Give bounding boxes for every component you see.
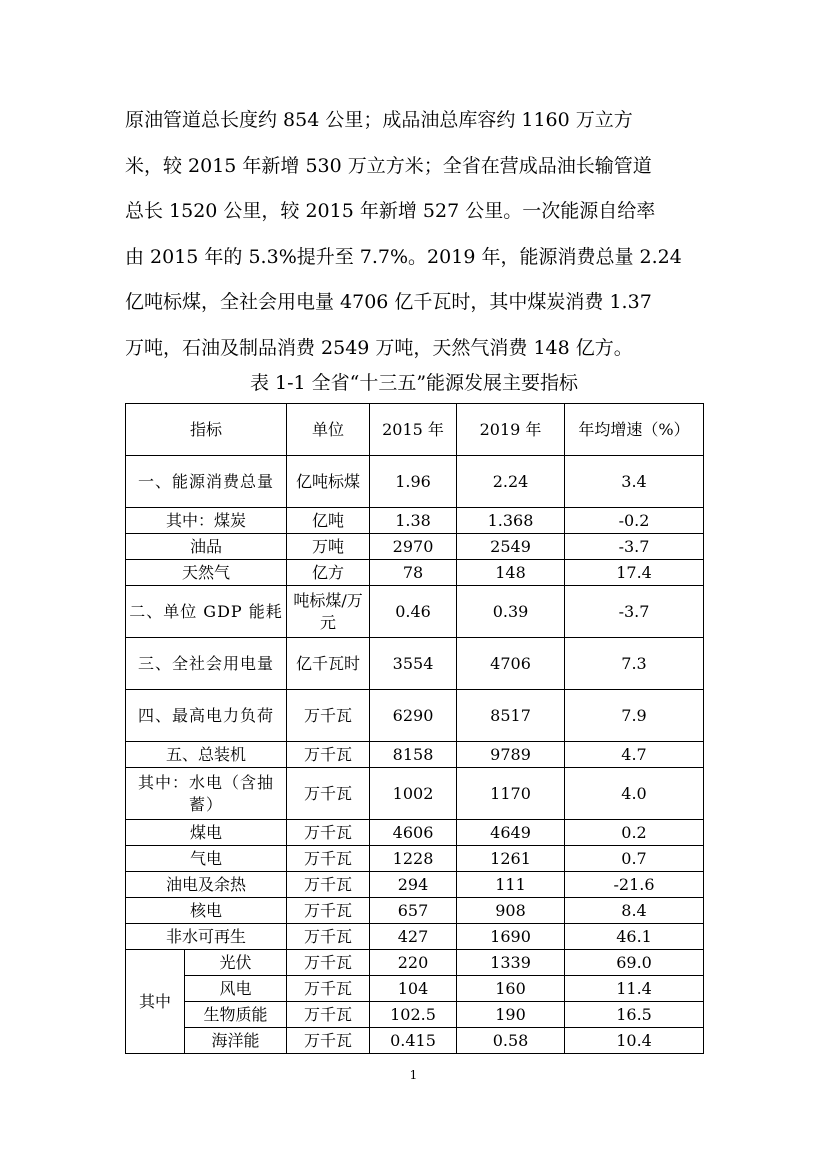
table-row bbox=[126, 560, 704, 586]
table-row bbox=[126, 508, 704, 534]
header-2015: 2015 年 bbox=[370, 404, 457, 456]
row-unit: 万千瓦 bbox=[287, 924, 370, 950]
row-value-2019: 908 bbox=[457, 898, 565, 924]
table-row bbox=[126, 846, 704, 872]
row-growth: 3.4 bbox=[565, 456, 704, 508]
row-unit: 万千瓦 bbox=[287, 820, 370, 846]
paragraph-line: 由 2015 年的 5.3%提升至 7.7%。2019 年，能源消费总量 2.24 bbox=[125, 245, 682, 268]
row-value-2019: 1.368 bbox=[457, 508, 565, 534]
row-value-2019: 8517 bbox=[457, 690, 565, 742]
table-row bbox=[126, 872, 704, 898]
row-unit: 万千瓦 bbox=[287, 898, 370, 924]
group-label-qizhong: 其中 bbox=[126, 950, 185, 1054]
table-row bbox=[126, 690, 704, 742]
row-value-2015: 3554 bbox=[370, 638, 457, 690]
row-growth: 16.5 bbox=[565, 1002, 704, 1028]
row-growth: 11.4 bbox=[565, 976, 704, 1002]
row-value-2019: 190 bbox=[457, 1002, 565, 1028]
row-value-2015: 0.46 bbox=[370, 586, 457, 638]
energy-indicator-table bbox=[125, 403, 704, 1054]
row-indicator: 风电 bbox=[185, 976, 287, 1002]
row-value-2015: 2970 bbox=[370, 534, 457, 560]
row-value-2015: 4606 bbox=[370, 820, 457, 846]
row-unit: 万千瓦 bbox=[287, 1028, 370, 1054]
row-growth: 17.4 bbox=[565, 560, 704, 586]
header-growth: 年均增速（%） bbox=[565, 404, 704, 456]
row-growth: 0.2 bbox=[565, 820, 704, 846]
row-value-2015: 427 bbox=[370, 924, 457, 950]
paragraph-line: 米，较 2015 年新增 530 万立方米；全省在营成品油长输管道 bbox=[125, 154, 652, 177]
row-growth: -21.6 bbox=[565, 872, 704, 898]
header-2019: 2019 年 bbox=[457, 404, 565, 456]
table-row bbox=[126, 768, 704, 820]
row-growth: -3.7 bbox=[565, 586, 704, 638]
row-value-2019: 2549 bbox=[457, 534, 565, 560]
table-row bbox=[126, 456, 704, 508]
row-indicator: 其中：水电（含抽蓄） bbox=[126, 768, 287, 820]
row-value-2015: 1.38 bbox=[370, 508, 457, 534]
row-unit: 万千瓦 bbox=[287, 872, 370, 898]
table-row bbox=[126, 1002, 704, 1028]
table-header-row bbox=[126, 404, 704, 456]
table-row bbox=[126, 586, 704, 638]
row-value-2019: 1170 bbox=[457, 768, 565, 820]
row-value-2019: 111 bbox=[457, 872, 565, 898]
row-indicator: 天然气 bbox=[126, 560, 287, 586]
row-value-2019: 0.39 bbox=[457, 586, 565, 638]
row-value-2015: 0.415 bbox=[370, 1028, 457, 1054]
paragraph-line: 万吨，石油及制品消费 2549 万吨，天然气消费 148 亿方。 bbox=[125, 336, 633, 359]
row-indicator: 煤电 bbox=[126, 820, 287, 846]
row-value-2015: 6290 bbox=[370, 690, 457, 742]
row-unit: 亿吨标煤 bbox=[287, 456, 370, 508]
table-row bbox=[126, 924, 704, 950]
row-indicator: 生物质能 bbox=[185, 1002, 287, 1028]
row-value-2015: 8158 bbox=[370, 742, 457, 768]
row-value-2019: 148 bbox=[457, 560, 565, 586]
row-unit: 万千瓦 bbox=[287, 950, 370, 976]
table-row bbox=[126, 976, 704, 1002]
row-indicator: 四、最高电力负荷 bbox=[126, 690, 287, 742]
row-value-2015: 102.5 bbox=[370, 1002, 457, 1028]
row-growth: 10.4 bbox=[565, 1028, 704, 1054]
row-unit: 亿千瓦时 bbox=[287, 638, 370, 690]
row-unit: 万千瓦 bbox=[287, 742, 370, 768]
row-value-2015: 78 bbox=[370, 560, 457, 586]
row-indicator: 气电 bbox=[126, 846, 287, 872]
row-unit: 万千瓦 bbox=[287, 690, 370, 742]
header-indicator: 指标 bbox=[126, 404, 287, 456]
row-value-2015: 220 bbox=[370, 950, 457, 976]
row-value-2019: 1339 bbox=[457, 950, 565, 976]
row-unit: 万千瓦 bbox=[287, 1002, 370, 1028]
row-indicator: 三、全社会用电量 bbox=[126, 638, 287, 690]
header-unit: 单位 bbox=[287, 404, 370, 456]
page-number: 1 bbox=[409, 1068, 418, 1082]
body-paragraph bbox=[125, 98, 705, 371]
row-unit: 吨标煤/万元 bbox=[287, 586, 370, 638]
row-growth: -0.2 bbox=[565, 508, 704, 534]
table-row bbox=[126, 1028, 704, 1054]
table-row bbox=[126, 534, 704, 560]
row-indicator: 二、单位 GDP 能耗 bbox=[126, 586, 287, 638]
row-unit: 万吨 bbox=[287, 534, 370, 560]
row-value-2019: 1690 bbox=[457, 924, 565, 950]
row-indicator: 一、能源消费总量 bbox=[126, 456, 287, 508]
row-value-2015: 1.96 bbox=[370, 456, 457, 508]
table-row bbox=[126, 820, 704, 846]
row-indicator: 光伏 bbox=[185, 950, 287, 976]
paragraph-line: 亿吨标煤，全社会用电量 4706 亿千瓦时，其中煤炭消费 1.37 bbox=[125, 291, 652, 313]
row-indicator: 非水可再生 bbox=[126, 924, 287, 950]
table-row bbox=[126, 898, 704, 924]
row-unit: 万千瓦 bbox=[287, 976, 370, 1002]
table-row bbox=[126, 638, 704, 690]
row-value-2019: 4706 bbox=[457, 638, 565, 690]
row-indicator: 五、总装机 bbox=[126, 742, 287, 768]
row-indicator: 油品 bbox=[126, 534, 287, 560]
row-value-2019: 0.58 bbox=[457, 1028, 565, 1054]
table-caption: 表 1-1 全省“十三五”能源发展主要指标 bbox=[249, 372, 579, 394]
paragraph-line: 总长 1520 公里，较 2015 年新增 527 公里。一次能源自给率 bbox=[125, 200, 656, 222]
row-value-2015: 1002 bbox=[370, 768, 457, 820]
row-value-2015: 657 bbox=[370, 898, 457, 924]
row-value-2019: 9789 bbox=[457, 742, 565, 768]
row-unit: 亿吨 bbox=[287, 508, 370, 534]
row-growth: 8.4 bbox=[565, 898, 704, 924]
row-growth: 0.7 bbox=[565, 846, 704, 872]
row-value-2015: 104 bbox=[370, 976, 457, 1002]
row-indicator: 核电 bbox=[126, 898, 287, 924]
row-indicator: 海洋能 bbox=[185, 1028, 287, 1054]
row-value-2019: 2.24 bbox=[457, 456, 565, 508]
row-unit: 万千瓦 bbox=[287, 846, 370, 872]
row-unit: 亿方 bbox=[287, 560, 370, 586]
row-growth: 69.0 bbox=[565, 950, 704, 976]
row-unit: 万千瓦 bbox=[287, 768, 370, 820]
table-row bbox=[126, 950, 704, 976]
row-growth: 46.1 bbox=[565, 924, 704, 950]
row-growth: 7.3 bbox=[565, 638, 704, 690]
row-indicator: 其中：煤炭 bbox=[126, 508, 287, 534]
row-indicator: 油电及余热 bbox=[126, 872, 287, 898]
row-growth: -3.7 bbox=[565, 534, 704, 560]
row-growth: 7.9 bbox=[565, 690, 704, 742]
row-value-2019: 1261 bbox=[457, 846, 565, 872]
row-growth: 4.7 bbox=[565, 742, 704, 768]
row-value-2015: 294 bbox=[370, 872, 457, 898]
row-value-2019: 160 bbox=[457, 976, 565, 1002]
row-growth: 4.0 bbox=[565, 768, 704, 820]
row-value-2019: 4649 bbox=[457, 820, 565, 846]
paragraph-line: 原油管道总长度约 854 公里；成品油总库容约 1160 万立方 bbox=[125, 109, 633, 131]
table-row bbox=[126, 742, 704, 768]
row-value-2015: 1228 bbox=[370, 846, 457, 872]
